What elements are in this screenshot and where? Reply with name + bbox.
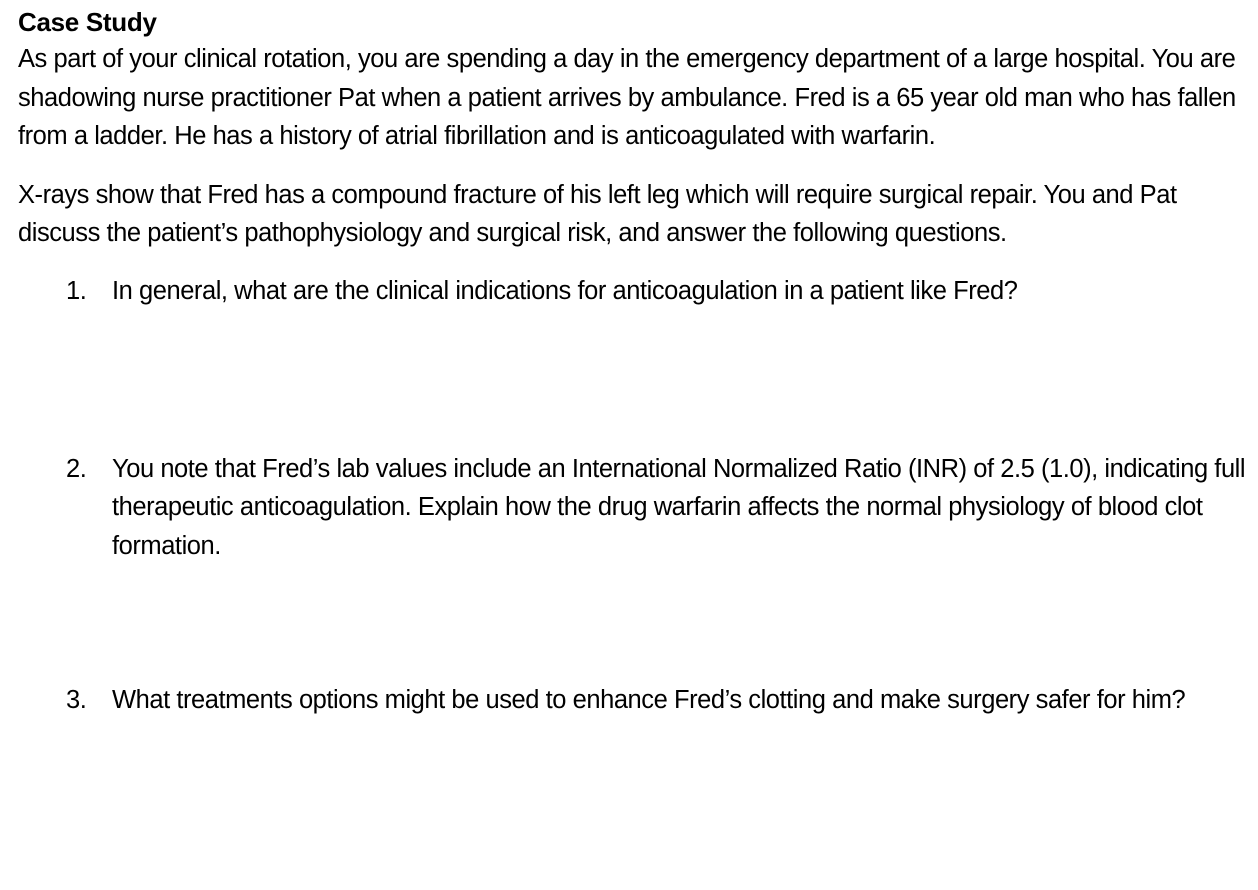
document-title: Case Study	[18, 7, 157, 37]
question-list	[18, 272, 1248, 761]
question-text: In general, what are the clinical indications for anticoagulation in a patient like Fred?	[112, 276, 1018, 305]
question-number: 2.	[66, 454, 87, 483]
document-page	[18, 4, 1248, 761]
question-number: 1.	[66, 276, 87, 305]
question-item	[18, 272, 1248, 450]
question-text: What treatments options might be used to enhance Fred’s clotting and make surgery safer for him?	[112, 685, 1186, 714]
question-number: 3.	[66, 685, 87, 714]
intro-paragraph: As part of your clinical rotation, you are spending a day in the emergency department of a large hospital. You are shadowing nurse practitioner Pat when a patient arrives by ambulance. Fred is a 65 year old man who has fallen from a ladder. He has a history of atrial fibrillation and is anticoagulated with warfarin.	[18, 45, 1236, 150]
question-text: You note that Fred’s lab values include an International Normalized Ratio (INR) of 2.5 (1.0), indicating full therapeutic anticoagulation. Explain how the drug warfarin affects the normal physiology of blood clot formation.	[112, 454, 1246, 560]
xray-paragraph: X-rays show that Fred has a compound fracture of his left leg which will require surgical repair. You and Pat discuss the patient’s pathophysiology and surgical risk, and answer the following questions.	[18, 180, 1177, 247]
question-item	[18, 681, 1248, 761]
question-item	[18, 450, 1248, 681]
